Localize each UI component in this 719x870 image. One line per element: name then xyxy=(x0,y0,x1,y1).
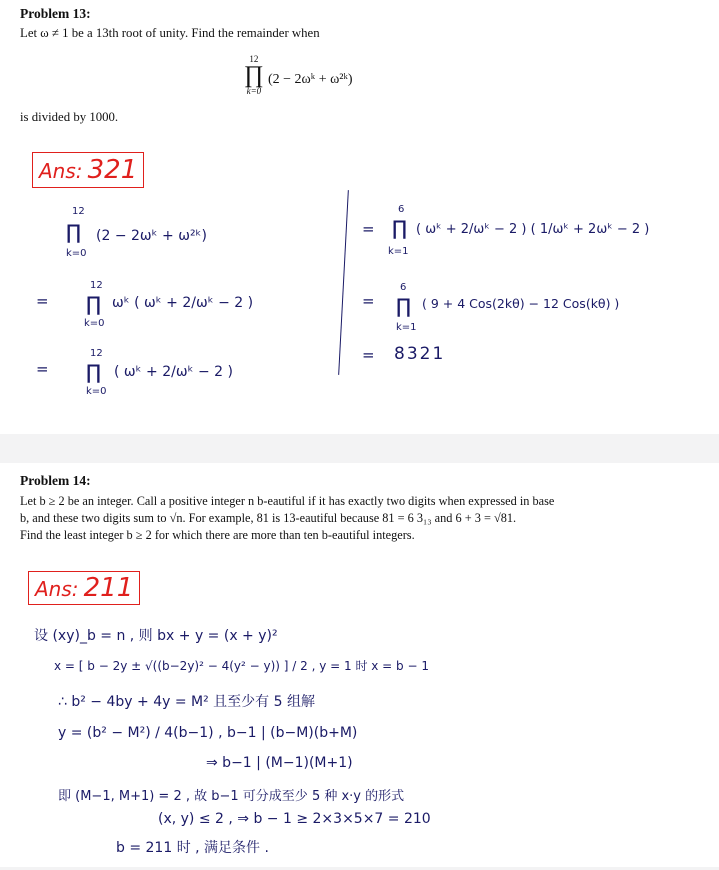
problem-13-card xyxy=(0,0,719,434)
answer-value: 211 xyxy=(83,573,134,603)
work-right2-expr: ( 9 + 4 Cos(2kθ) − 12 Cos(kθ) ) xyxy=(422,296,620,311)
work-right1-prod: ∏ xyxy=(392,216,408,240)
work-left1-upper: 12 xyxy=(72,206,85,217)
product-symbol: ∏ xyxy=(244,62,264,88)
work-column-divider xyxy=(338,190,349,375)
problem-14-line2: b, and these two digits sum to √n. For example, 81 is 13-eautiful because 81 = 6 3₁₃ and 6 + 3 = √81. xyxy=(20,511,517,525)
work-left3-expr: ( ωᵏ + 2/ωᵏ − 2 ) xyxy=(114,364,233,380)
work-left1-expr: (2 − 2ωᵏ + ω²ᵏ) xyxy=(96,228,207,244)
problem-14-answer-box xyxy=(28,571,140,605)
problem-13-product xyxy=(244,54,264,96)
p14-work-line5: ⇒ b−1 | (M−1)(M+1) xyxy=(206,755,353,771)
problem-13-statement: Let ω ≠ 1 be a 13th root of unity. Find the remainder when xyxy=(20,26,320,40)
work-right1-eq: = xyxy=(362,220,375,238)
problem-14-title: Problem 14: xyxy=(20,473,91,488)
product-upper-limit: 12 xyxy=(249,54,259,64)
work-left3-eq: = xyxy=(36,360,49,378)
problem-13-answer-box xyxy=(32,152,144,188)
problem-14-line3: Find the least integer b ≥ 2 for which there are more than ten b-eautiful integers. xyxy=(20,528,415,542)
problem-13-title: Problem 13: xyxy=(20,6,91,21)
problem-13-after: is divided by 1000. xyxy=(20,110,119,124)
work-left2-upper: 12 xyxy=(90,280,103,291)
work-right2-eq: = xyxy=(362,292,375,310)
work-left1-prod: ∏ xyxy=(66,220,82,244)
p14-work-line7: (x, y) ≤ 2 , ⇒ b − 1 ≥ 2×3×5×7 = 210 xyxy=(158,811,431,827)
answer-value: 321 xyxy=(87,155,138,185)
work-left2-prod: ∏ xyxy=(86,292,102,316)
work-left1-lower: k=0 xyxy=(66,248,87,259)
answer-label: Ans: xyxy=(39,159,83,183)
work-right1-expr: ( ωᵏ + 2/ωᵏ − 2 ) ( 1/ωᵏ + 2ωᵏ − 2 ) xyxy=(416,222,650,237)
work-left3-prod: ∏ xyxy=(86,360,102,384)
work-left3-lower: k=0 xyxy=(86,386,107,397)
p14-work-line6: 即 (M−1, M+1) = 2 , 故 b−1 可分成至少 5 种 x·y 的形式 xyxy=(58,789,405,804)
work-right2-prod: ∏ xyxy=(396,294,412,318)
product-expression: (2 − 2ωᵏ + ω²ᵏ) xyxy=(268,72,353,87)
work-right1-upper: 6 xyxy=(398,204,405,215)
work-right1-lower: k=1 xyxy=(388,246,409,257)
work-left2-expr: ωᵏ ( ωᵏ + 2/ωᵏ − 2 ) xyxy=(112,295,254,311)
work-left2-eq: = xyxy=(36,292,49,310)
problem-14-card xyxy=(0,463,719,867)
p14-work-line1: 设 (xy)_b = n , 则 bx + y = (x + y)² xyxy=(34,628,278,644)
work-right2-lower: k=1 xyxy=(396,322,417,333)
answer-label: Ans: xyxy=(35,577,79,601)
work-right3-value: 8321 xyxy=(394,344,446,364)
p14-work-line3: ∴ b² − 4by + 4y = M² 且至少有 5 组解 xyxy=(58,694,315,710)
problem-14-line1: Let b ≥ 2 be an integer. Call a positive integer n b-eautiful if it has exactly two digits when expressed in base xyxy=(20,494,555,508)
work-right2-upper: 6 xyxy=(400,282,407,293)
p14-work-line4: y = (b² − M²) / 4(b−1) , b−1 | (b−M)(b+M) xyxy=(58,725,358,741)
work-left2-lower: k=0 xyxy=(84,318,105,329)
p14-work-line8: b = 211 时 , 满足条件 . xyxy=(116,840,269,856)
p14-work-line2: x = [ b − 2y ± √((b−2y)² − 4(y² − y)) ] / 2 , y = 1 时 x = b − 1 xyxy=(54,659,429,673)
work-left3-upper: 12 xyxy=(90,348,103,359)
work-right3-eq: = xyxy=(362,346,375,364)
product-lower-limit: k=0 xyxy=(246,86,262,96)
